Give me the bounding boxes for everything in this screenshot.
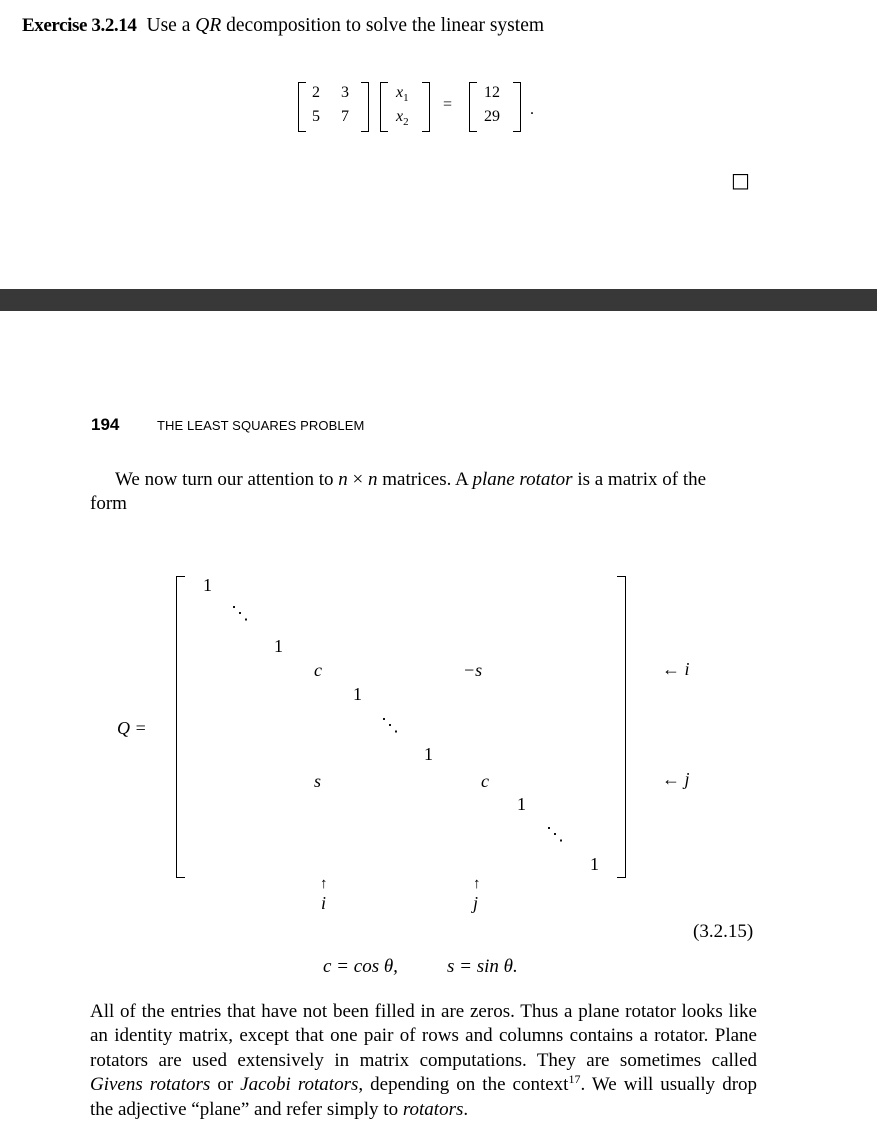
row-label-i: ← i	[662, 659, 690, 679]
q-entry-one-e: 1	[517, 794, 526, 814]
q-entry-c-top: c	[314, 660, 322, 680]
col-j-arrow-icon: ↑	[473, 876, 481, 892]
definition-s: s = sin θ.	[447, 956, 518, 977]
equation-number: (3.2.15)	[693, 921, 754, 942]
page-number: 194	[91, 415, 120, 434]
page-divider	[0, 289, 877, 311]
definition-c: c = cos θ,	[323, 956, 398, 977]
vector-x1: $x_1$	[396, 84, 409, 105]
col-j-label: j	[473, 893, 479, 913]
q-entry-c-bottom: c	[481, 771, 489, 791]
exercise-qr: QR	[195, 15, 222, 36]
q-entry-one-b: 1	[274, 636, 283, 656]
exercise-text-prefix: Use a	[146, 15, 196, 36]
exercise-label: Exercise 3.2.14	[22, 15, 137, 36]
matrix-a-11: 2	[312, 84, 320, 101]
term-rotators: rotators	[402, 1098, 464, 1120]
matrix-a-12: 3	[341, 84, 349, 101]
vector-x-right-bracket	[422, 82, 430, 132]
footnote-ref: 17	[568, 1072, 581, 1087]
term-plane-rotator: plane rotator	[472, 469, 573, 490]
running-head-title: THE LEAST SQUARES PROBLEM	[157, 418, 365, 433]
system-equals: =	[443, 96, 453, 113]
q-right-bracket	[617, 576, 626, 878]
term-givens-rotators: Givens rotators	[90, 1074, 211, 1096]
q-diag-dots-a: ⋱	[231, 603, 249, 624]
vector-b-left-bracket	[469, 82, 477, 132]
row-label-j: ← j	[662, 769, 690, 789]
intro-line-1: We now turn our attention to n × n matrices. A plane rotator is a matrix of the	[115, 469, 707, 490]
end-of-exercise-square-icon: □	[731, 168, 750, 192]
vector-b2: 29	[484, 108, 500, 125]
q-entry-minus-s: −s	[463, 660, 483, 680]
q-left-bracket	[176, 576, 185, 878]
exercise-text-suffix: decomposition to solve the linear system	[221, 15, 545, 36]
q-entry-one-a: 1	[203, 575, 212, 595]
vector-x-left-bracket	[380, 82, 388, 132]
term-jacobi-rotators: Jacobi rotators	[240, 1074, 359, 1096]
matrix-a-21: 5	[312, 108, 320, 125]
q-lhs: Q =	[117, 718, 147, 738]
col-i-label: i	[321, 893, 327, 913]
col-i-arrow-icon: ↑	[320, 876, 328, 892]
q-entry-one-c: 1	[353, 684, 362, 704]
matrix-a-right-bracket	[361, 82, 369, 132]
q-entry-one-f: 1	[590, 854, 599, 874]
vector-b-right-bracket	[513, 82, 521, 132]
matrix-a-left-bracket	[298, 82, 306, 132]
system-period: .	[530, 101, 534, 118]
q-entry-s-bottom: s	[314, 771, 322, 791]
rotator-paragraph: All of the entries that have not been filled in are zeros. Thus a plane rotator looks like an identity matrix, except that one pair of rows and columns contains a rotator. Plane rotators are used extensively in matrix computations. They are sometimes called Givens rotators or Jacobi rotators, depending on the context$^{17}$. We will usually drop the adjective “plane” and refer simply to rotators.	[90, 1001, 758, 1120]
matrix-a-22: 7	[341, 108, 349, 125]
intro-line-2: form	[90, 493, 127, 514]
q-entry-one-d: 1	[424, 744, 433, 764]
vector-b1: 12	[484, 84, 500, 101]
q-diag-dots-c: ⋱	[546, 824, 564, 845]
vector-x2: $x_2$	[396, 108, 409, 129]
q-diag-dots-b: ⋱	[381, 715, 399, 736]
exercise-heading	[22, 15, 544, 37]
